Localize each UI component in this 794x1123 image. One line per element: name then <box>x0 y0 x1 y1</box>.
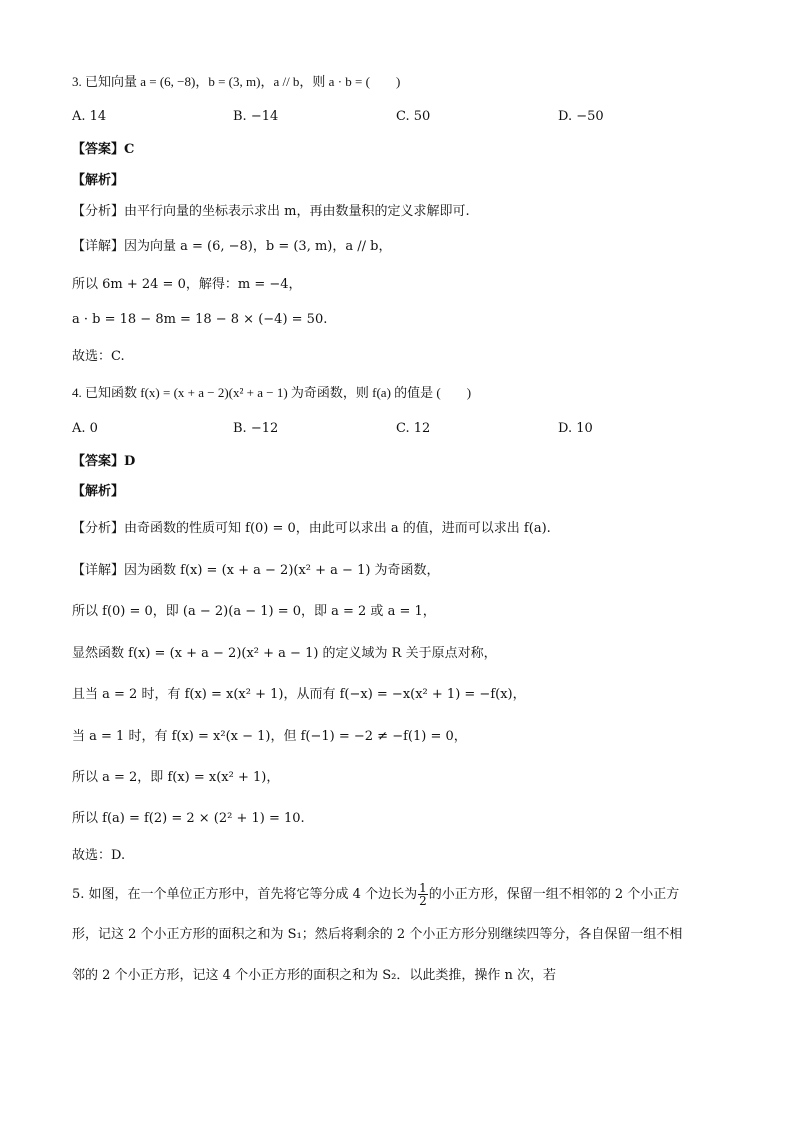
q4-detail-6: 所以 a = 2，即 f(x) = x(x² + 1)， <box>72 770 280 785</box>
fraction-denominator: 2 <box>419 894 427 908</box>
q3-choice-b: B. −14 <box>233 109 279 124</box>
q3-choice-d: D. −50 <box>558 109 604 124</box>
q3-choice-a: A. 14 <box>72 109 107 124</box>
q3-choice-c: C. 50 <box>396 109 431 124</box>
q4-jiexi-heading: 【解析】 <box>72 484 125 499</box>
fraction-numerator: 1 <box>419 881 427 895</box>
q3-detail-3: a · b = 18 − 8m = 18 − 8 × (−4) = 50. <box>72 312 328 327</box>
q4-detail-4: 且当 a = 2 时，有 f(x) = x(x² + 1)，从而有 f(−x) = −x(x² + 1) = −f(x)， <box>72 687 526 702</box>
q3-conclusion: 故选：C. <box>72 349 125 364</box>
q5-line-1-end: 的小正方形，保留一组不相邻的 2 个小正方 <box>428 887 680 902</box>
q4-choice-a: A. 0 <box>72 421 98 436</box>
q4-detail-3: 显然函数 f(x) = (x + a − 2)(x² + a − 1) 的定义域为 R 关于原点对称， <box>72 646 497 661</box>
q3-analysis: 【分析】由平行向量的坐标表示求出 m，再由数量积的定义求解即可. <box>72 204 470 219</box>
q5-line-1 <box>72 882 679 908</box>
q5-line-2: 形，记这 2 个小正方形的面积之和为 S₁；然后将剩余的 2 个小正方形分别继续四等分，各自保留一组不相 <box>72 927 683 942</box>
q4-detail-7: 所以 f(a) = f(2) = 2 × (2² + 1) = 10. <box>72 811 305 826</box>
q4-analysis: 【分析】由奇函数的性质可知 f(0) = 0，由此可以求出 a 的值，进而可以求出 f(a). <box>72 521 551 536</box>
q3-answer: 【答案】C <box>72 142 135 157</box>
q4-choice-d: D. 10 <box>558 421 593 436</box>
q4-stem: 4. 已知函数 f(x) = (x + a − 2)(x² + a − 1) 为奇函数，则 f(a) 的值是 ( ) <box>72 385 472 400</box>
q5-line-1-start: 5. 如图，在一个单位正方形中，首先将它等分成 4 个边长为 <box>72 887 418 902</box>
q4-detail-1: 【详解】因为函数 f(x) = (x + a − 2)(x² + a − 1) 为奇函数， <box>72 563 440 578</box>
q4-choice-b: B. −12 <box>233 421 279 436</box>
q5-line-3: 邻的 2 个小正方形，记这 4 个小正方形的面积之和为 S₂．以此类推，操作 n 次，若 <box>72 968 556 983</box>
q4-choices <box>72 421 732 439</box>
q3-detail-1: 【详解】因为向量 a = (6, −8)，b = (3, m)，a // b， <box>72 239 392 254</box>
q4-answer: 【答案】D <box>72 454 136 469</box>
q4-detail-2: 所以 f(0) = 0，即 (a − 2)(a − 1) = 0，即 a = 2 或 a = 1， <box>72 604 436 619</box>
q3-stem: 3. 已知向量 a = (6, −8)，b = (3, m)，a // b，则 a · b = ( ) <box>72 74 401 89</box>
q3-choices <box>72 109 732 127</box>
q3-jiexi-heading: 【解析】 <box>72 173 125 188</box>
one-half-fraction <box>418 882 428 907</box>
q4-conclusion: 故选：D. <box>72 848 126 863</box>
q3-detail-2: 所以 6m + 24 = 0，解得：m = −4， <box>72 277 302 292</box>
q4-detail-5: 当 a = 1 时，有 f(x) = x²(x − 1)，但 f(−1) = −2 ≠ −f(1) = 0， <box>72 729 467 744</box>
q4-choice-c: C. 12 <box>396 421 431 436</box>
